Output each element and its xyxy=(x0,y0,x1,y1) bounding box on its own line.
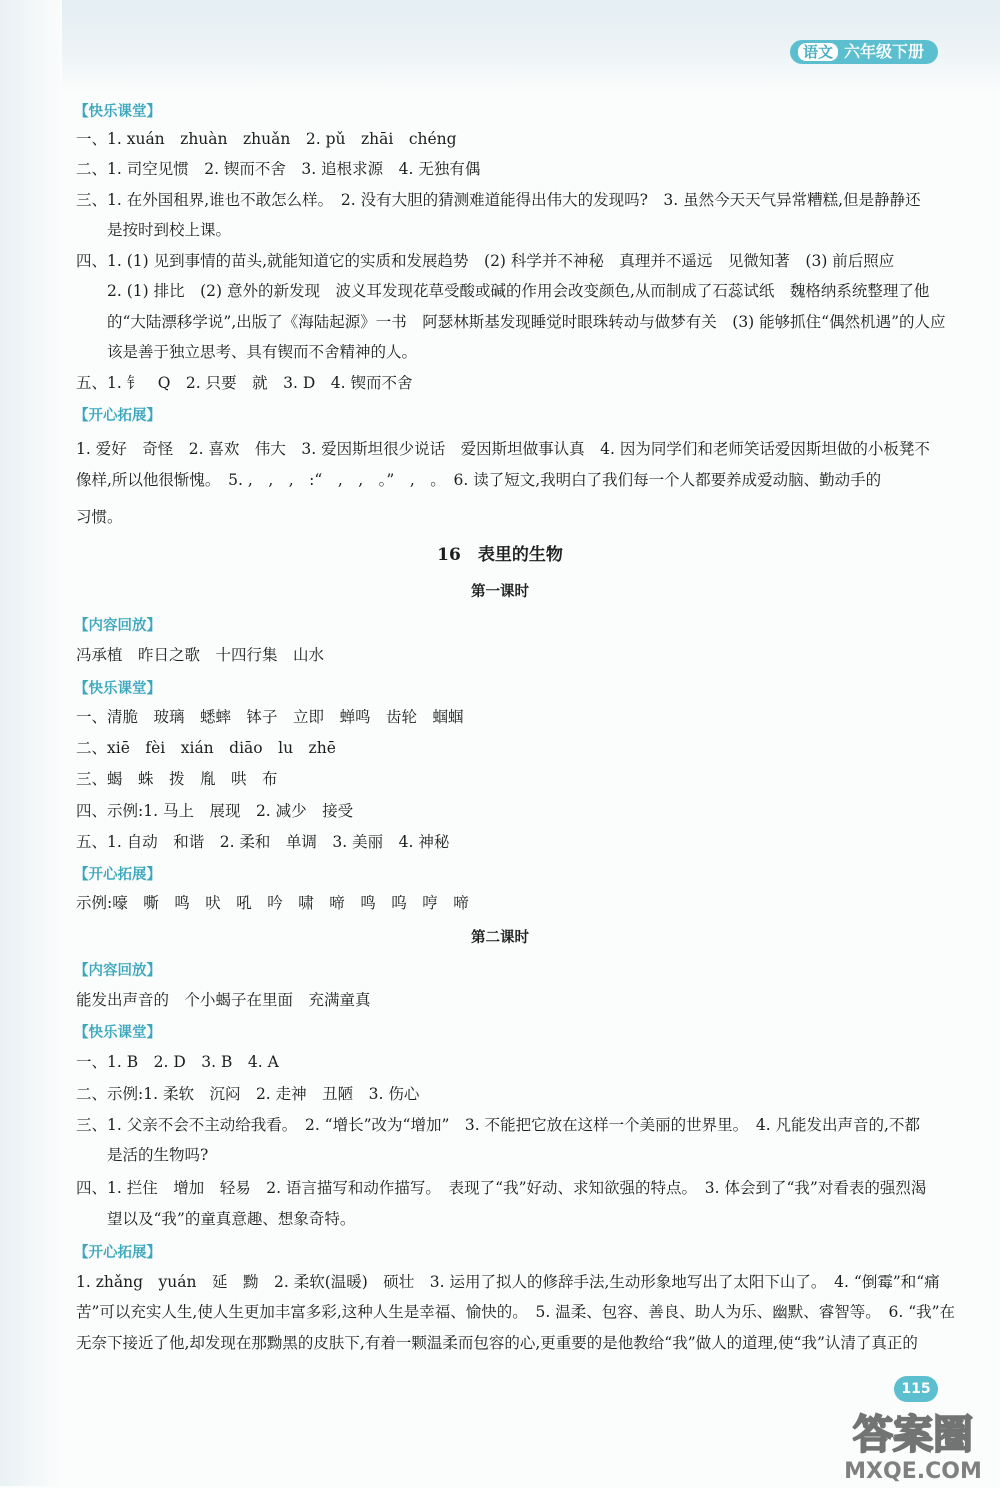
answer-line: 三、1. 父亲不会不主动给我看。 2. “增长”改为“增加” 3. 不能把它放在这样一个美丽的世界里。 4. 凡能发出声音的,不都 xyxy=(76,1116,920,1134)
section-heading: 【开心拓展】 xyxy=(74,867,161,883)
answer-line: 五、1. 自动 和谐 2. 柔和 单调 3. 美丽 4. 神秘 xyxy=(76,833,450,851)
answer-line: 三、蝎 蛛 拨 胤 哄 布 xyxy=(76,770,278,788)
answer-line: 二、xiē fèi xián diāo lu zhē xyxy=(76,739,336,757)
answer-line: 示例:嚎 嘶 鸣 吠 吼 吟 啸 啼 鸣 呜 哼 啼 xyxy=(76,894,469,912)
answer-line: 一、1. B 2. D 3. B 4. A xyxy=(76,1053,279,1071)
svg-text:答案圈: 答案圈 xyxy=(853,1412,973,1458)
section-heading: 【快乐课堂】 xyxy=(74,681,161,697)
answer-line: 习惯。 xyxy=(76,508,123,526)
lesson-subtitle: 第一课时 xyxy=(471,584,529,600)
answer-line: 三、1. 在外国租界,谁也不敢怎么样。 2. 没有大胆的猜测难道能得出伟大的发现吗? 3. 虽然今天天气异常糟糕,但是静静还 xyxy=(76,191,921,209)
answer-line: 二、示例:1. 柔软 沉闷 2. 走神 丑陋 3. 伤心 xyxy=(76,1085,420,1103)
answer-line: 望以及“我”的童真意趣、想象奇特。 xyxy=(76,1210,356,1228)
subject-label: 语文 xyxy=(798,43,838,61)
answer-line: 是按时到校上课。 xyxy=(76,221,232,239)
answer-line: 1. 爱好 奇怪 2. 喜欢 伟大 3. 爱因斯坦很少说话 爱因斯坦做事认真 4. 因为同学们和老师笑话爱因斯坦做的小板凳不 xyxy=(76,440,930,458)
lesson-subtitle: 第二课时 xyxy=(471,930,529,946)
answer-line: 四、1. 拦住 增加 轻易 2. 语言描写和动作描写。 表现了“我”好动、求知欲强的特点。 3. 体会到了“我”对看表的强烈渴 xyxy=(76,1179,927,1197)
answer-line: 二、1. 司空见惯 2. 锲而不舍 3. 追根求源 4. 无独有偶 xyxy=(76,160,481,178)
svg-text:MXQE.COM: MXQE.COM xyxy=(844,1459,982,1484)
answer-line: 无奈下接近了他,却发现在那黝黑的皮肤下,有着一颗温柔而包容的心,更重要的是他教给“我”做人的道理,使“我”认清了真正的 xyxy=(76,1334,918,1352)
section-heading: 【开心拓展】 xyxy=(74,408,161,424)
answer-line: 是活的生物吗? xyxy=(76,1146,209,1164)
subject-grade-tag xyxy=(790,40,938,64)
answer-line: 2. (1) 排比 (2) 意外的新发现 波义耳发现花草受酸或碱的作用会改变颜色,从而制成了石蕊试纸 魏格纳系统整理了他 xyxy=(76,282,930,300)
section-heading: 【内容回放】 xyxy=(74,618,161,634)
answer-line: 像样,所以他很惭愧。 5. , , , :“ , , 。” , 。 6. 读了短文,我明白了我们每一个人都要养成爱动脑、勤动手的 xyxy=(76,471,882,489)
answer-line: 该是善于独立思考、具有锲而不舍精神的人。 xyxy=(76,343,418,361)
answer-line: 苦”可以充实人生,使人生更加丰富多彩,这种人生是幸福、愉快的。 5. 温柔、包容、善良、助人为乐、幽默、睿智等。 6. “我”在 xyxy=(76,1303,956,1321)
answer-line: 五、1. 钅 Q 2. 只要 就 3. D 4. 锲而不舍 xyxy=(76,374,413,392)
answer-line: 的“大陆漂移学说”,出版了《海陆起源》一书 阿瑟林斯基发现睡觉时眼珠转动与做梦有关 (3) 能够抓住“偶然机遇”的人应 xyxy=(76,313,946,331)
answer-line: 四、1. (1) 见到事情的苗头,就能知道它的实质和发展趋势 (2) 科学并不神秘 真理并不遥远 见微知著 (3) 前后照应 xyxy=(76,252,895,270)
watermark-icon xyxy=(828,1400,998,1484)
lesson-title: 16 表里的生物 xyxy=(437,545,563,565)
watermark-logo xyxy=(828,1400,998,1484)
section-heading: 【内容回放】 xyxy=(74,963,161,979)
side-band xyxy=(0,0,62,1486)
page-number: 115 xyxy=(894,1376,938,1402)
answer-line: 冯承植 昨日之歌 十四行集 山水 xyxy=(76,646,325,664)
answer-line: 一、1. xuán zhuàn zhuǎn 2. pǔ zhāi chéng xyxy=(76,130,457,148)
answer-line: 能发出声音的 个小蝎子在里面 充满童真 xyxy=(76,991,371,1009)
section-heading: 【快乐课堂】 xyxy=(74,1025,161,1041)
answer-line: 1. zhǎng yuán 延 黝 2. 柔软(温暖) 硕壮 3. 运用了拟人的修辞手法,生动形象地写出了太阳下山了。 4. “倒霉”和“痛 xyxy=(76,1273,940,1291)
section-heading: 【快乐课堂】 xyxy=(74,104,161,120)
answer-line: 一、清脆 玻璃 蟋蟀 钵子 立即 蝉鸣 齿轮 蝈蝈 xyxy=(76,708,464,726)
answer-line: 四、示例:1. 马上 展现 2. 减少 接受 xyxy=(76,802,354,820)
grade-label: 六年级下册 xyxy=(844,42,925,61)
section-heading: 【开心拓展】 xyxy=(74,1245,161,1261)
